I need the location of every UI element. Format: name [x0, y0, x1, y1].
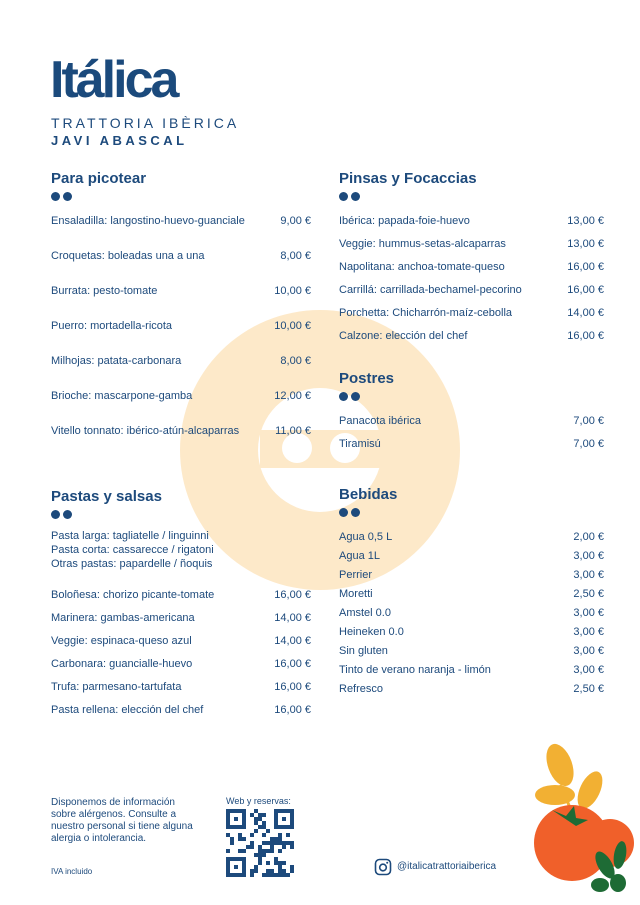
section-picotear	[51, 170, 311, 437]
item-price: 3,00 €	[573, 664, 604, 676]
item-price: 16,00 €	[274, 589, 311, 601]
item-price: 13,00 €	[567, 215, 604, 227]
menu-item	[339, 664, 604, 676]
section-pastas	[51, 488, 311, 716]
menu-item	[51, 681, 311, 693]
menu-item	[51, 635, 311, 647]
item-name: Ensaladilla: langostino-huevo-guanciale	[51, 215, 245, 227]
dots-decoration	[51, 192, 311, 201]
tomato-basil-illustration	[530, 725, 640, 905]
section-title: Pinsas y Focaccias	[339, 170, 477, 187]
item-price: 16,00 €	[274, 658, 311, 670]
item-price: 14,00 €	[274, 612, 311, 624]
menu-item	[339, 683, 604, 695]
pasta-note: Otras pastas: papardelle / ñoquis	[51, 558, 213, 570]
item-name: Panacota ibérica	[339, 415, 421, 427]
section-pinsas	[339, 170, 604, 342]
dots-decoration	[51, 510, 311, 519]
section-title: Para picotear	[51, 170, 147, 187]
vat-note: IVA incluido	[51, 867, 93, 876]
item-name: Agua 0,5 L	[339, 531, 393, 543]
menu-item	[339, 626, 604, 638]
menu-item	[51, 704, 311, 716]
item-name: Burrata: pesto-tomate	[51, 285, 158, 297]
item-price: 14,00 €	[567, 307, 604, 319]
item-price: 3,00 €	[573, 550, 604, 562]
menu-item	[51, 425, 311, 437]
item-price: 13,00 €	[567, 238, 604, 250]
menu-item	[51, 250, 311, 262]
item-name: Carrillá: carrillada-bechamel-pecorino	[339, 284, 522, 296]
item-price: 8,00 €	[280, 250, 311, 262]
menu-item	[339, 645, 604, 657]
item-name: Veggie: espinaca-queso azul	[51, 635, 192, 647]
item-name: Amstel 0.0	[339, 607, 391, 619]
item-name: Perrier	[339, 569, 373, 581]
item-price: 7,00 €	[573, 415, 604, 427]
item-name: Veggie: hummus-setas-alcaparras	[339, 238, 506, 250]
menu-item	[339, 415, 604, 427]
item-price: 11,00 €	[275, 425, 311, 437]
item-name: Marinera: gambas-americana	[51, 612, 195, 624]
menu-item	[339, 238, 604, 250]
item-price: 10,00 €	[274, 320, 311, 332]
dots-decoration	[339, 508, 604, 517]
item-price: 12,00 €	[274, 390, 311, 402]
item-name: Calzone: elección del chef	[339, 330, 468, 342]
item-name: Sin gluten	[339, 645, 388, 657]
item-price: 16,00 €	[567, 330, 604, 342]
dots-decoration	[339, 192, 604, 201]
item-name: Carbonara: guancialle-huevo	[51, 658, 193, 670]
item-price: 2,00 €	[573, 531, 604, 543]
item-price: 16,00 €	[567, 261, 604, 273]
section-bebidas	[339, 486, 604, 695]
item-name: Puerro: mortadella-ricota	[51, 320, 173, 332]
web-label: Web y reservas:	[226, 796, 291, 806]
pasta-note: Pasta larga: tagliatelle / linguinni	[51, 530, 209, 542]
menu-item	[339, 607, 604, 619]
item-name: Agua 1L	[339, 550, 380, 562]
menu-item	[339, 330, 604, 342]
item-name: Brioche: mascarpone-gamba	[51, 390, 193, 402]
pasta-note: Pasta corta: cassarecce / rigatoni	[51, 544, 214, 556]
item-name: Porchetta: Chicharrón-maíz-cebolla	[339, 307, 513, 319]
menu-item	[339, 215, 604, 227]
item-name: Croquetas: boleadas una a una	[51, 250, 205, 262]
menu-item	[339, 550, 604, 562]
menu-item	[339, 284, 604, 296]
item-price: 3,00 €	[573, 607, 604, 619]
logo: Itálica	[50, 51, 177, 109]
section-postres	[339, 370, 604, 450]
allergen-notice: Disponemos de información sobre alérgenos. Consulte a nuestro personal si tiene alguna alergia o intolerancia.	[51, 797, 193, 844]
item-price: 3,00 €	[573, 626, 604, 638]
item-name: Vitello tonnato: ibérico-atún-alcaparras	[51, 425, 240, 437]
instagram-icon[interactable]	[374, 858, 392, 876]
menu-item	[51, 355, 311, 367]
item-price: 3,00 €	[573, 569, 604, 581]
menu-item	[51, 589, 311, 601]
item-price: 16,00 €	[274, 681, 311, 693]
menu-item	[51, 612, 311, 624]
section-title: Pastas y salsas	[51, 488, 162, 505]
section-title: Bebidas	[339, 486, 398, 503]
item-name: Ibérica: papada-foie-huevo	[339, 215, 470, 227]
qr-code[interactable]	[226, 809, 294, 877]
item-name: Tinto de verano naranja - limón	[339, 664, 491, 676]
item-price: 2,50 €	[573, 588, 604, 600]
menu-item	[51, 320, 311, 332]
menu-item	[339, 307, 604, 319]
dots-decoration	[339, 392, 604, 401]
item-price: 16,00 €	[567, 284, 604, 296]
menu-item	[339, 261, 604, 273]
item-name: Trufa: parmesano-tartufata	[51, 681, 182, 693]
section-title: Postres	[339, 370, 395, 387]
menu-item	[51, 285, 311, 297]
item-price: 16,00 €	[274, 704, 311, 716]
item-name: Boloñesa: chorizo picante-tomate	[51, 589, 215, 601]
chef-name: JAVI ABASCAL	[51, 133, 188, 148]
item-name: Tiramisú	[339, 438, 381, 450]
menu-item	[339, 531, 604, 543]
menu-item	[339, 588, 604, 600]
item-price: 3,00 €	[573, 645, 604, 657]
item-name: Heineken 0.0	[339, 626, 404, 638]
menu-item	[339, 438, 604, 450]
item-price: 8,00 €	[280, 355, 311, 367]
menu-item	[339, 569, 604, 581]
menu-item	[51, 658, 311, 670]
item-price: 2,50 €	[573, 683, 604, 695]
menu-item	[51, 390, 311, 402]
item-name: Milhojas: patata-carbonara	[51, 355, 182, 367]
item-name: Moretti	[339, 588, 373, 600]
item-price: 10,00 €	[274, 285, 311, 297]
instagram-handle[interactable]: @italicatrattoriaiberica	[397, 861, 497, 872]
item-price: 7,00 €	[573, 438, 604, 450]
item-name: Napolitana: anchoa-tomate-queso	[339, 261, 505, 273]
item-price: 14,00 €	[274, 635, 311, 647]
item-price: 9,00 €	[280, 215, 311, 227]
menu-item	[51, 215, 311, 227]
subtitle: TRATTORIA IBÈRICA	[51, 115, 240, 131]
item-name: Pasta rellena: elección del chef	[51, 704, 204, 716]
item-name: Refresco	[339, 683, 384, 695]
